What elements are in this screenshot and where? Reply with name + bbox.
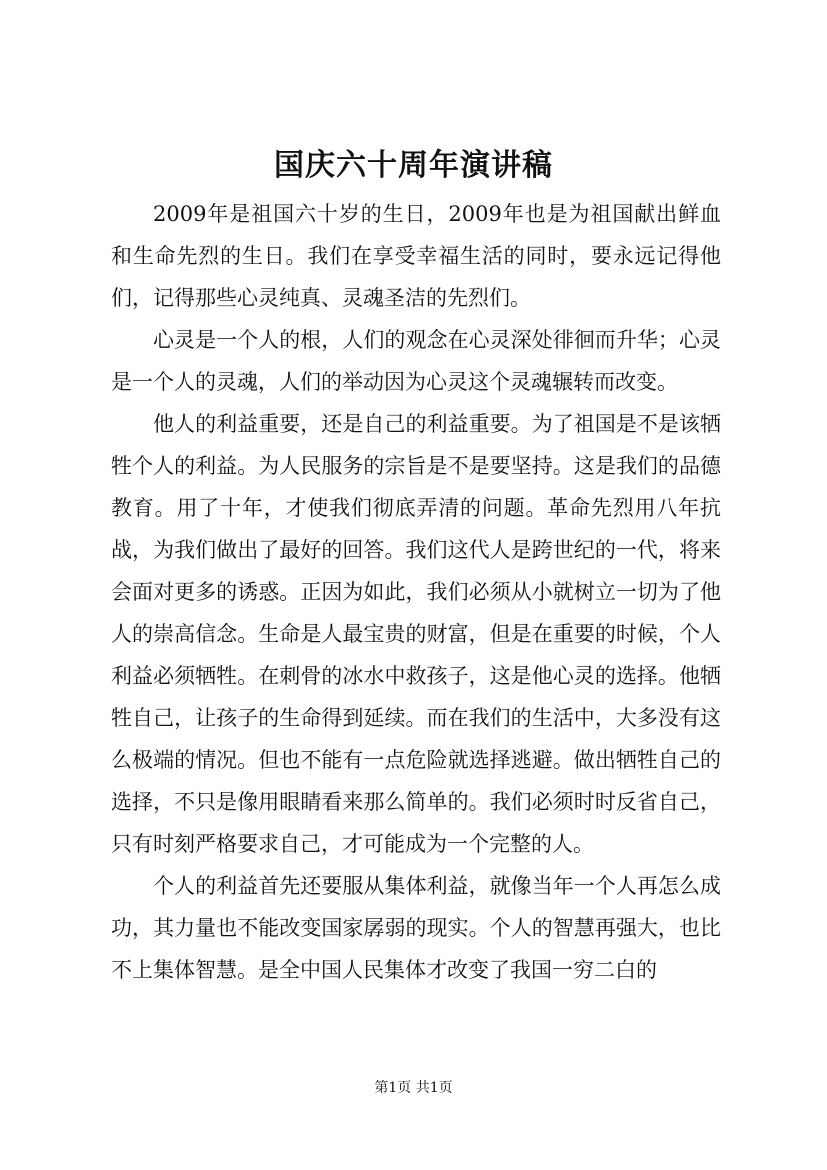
page-number-footer: 第1页 共1页 — [374, 1080, 453, 1096]
paragraph-1: 2009年是祖国六十岁的生日，2009年也是为祖国献出鲜血和生命先烈的生日。我们在享受幸福生活的同时，要永远记得他们，记得那些心灵纯真、灵魂圣洁的先烈们。 — [111, 202, 721, 310]
paragraph-3: 他人的利益重要，还是自己的利益重要。为了祖国是不是该牺牲个人的利益。为人民服务的宗旨是不是要坚持。这是我们的品德教育。用了十年，才使我们彻底弄清的问题。革命先烈用八年抗战，为我们做出了最好的回答。我们这代人是跨世纪的一代，将来会面对更多的诱惑。正因为如此，我们必须从小就树立一切为了他人的崇高信念。生命是人最宝贵的财富，但是在重要的时候，个人利益必须牺牲。在刺骨的冰水中救孩子，这是他心灵的选择。他牺牲自己，让孩子的生命得到延续。而在我们的生活中，大多没有这么极端的情况。但也不能有一点危险就选择逃避。做出牺牲自己的选择，不只是像用眼睛看来那么简单的。我们必须时时反省自己，只有时刻严格要求自己，才可能成为一个完整的人。 — [111, 412, 721, 856]
paragraph-4: 个人的利益首先还要服从集体利益，就像当年一个人再怎么成功，其力量也不能改变国家孱弱的现实。个人的智慧再强大，也比不上集体智慧。是全中国人民集体才改变了我国一穷二白的 — [111, 874, 721, 982]
document-body — [111, 193, 721, 991]
document-title: 国庆六十周年演讲稿 — [274, 148, 553, 183]
paragraph-2: 心灵是一个人的根，人们的观念在心灵深处徘徊而升华；心灵是一个人的灵魂，人们的举动因为心灵这个灵魂辗转而改变。 — [111, 328, 721, 394]
